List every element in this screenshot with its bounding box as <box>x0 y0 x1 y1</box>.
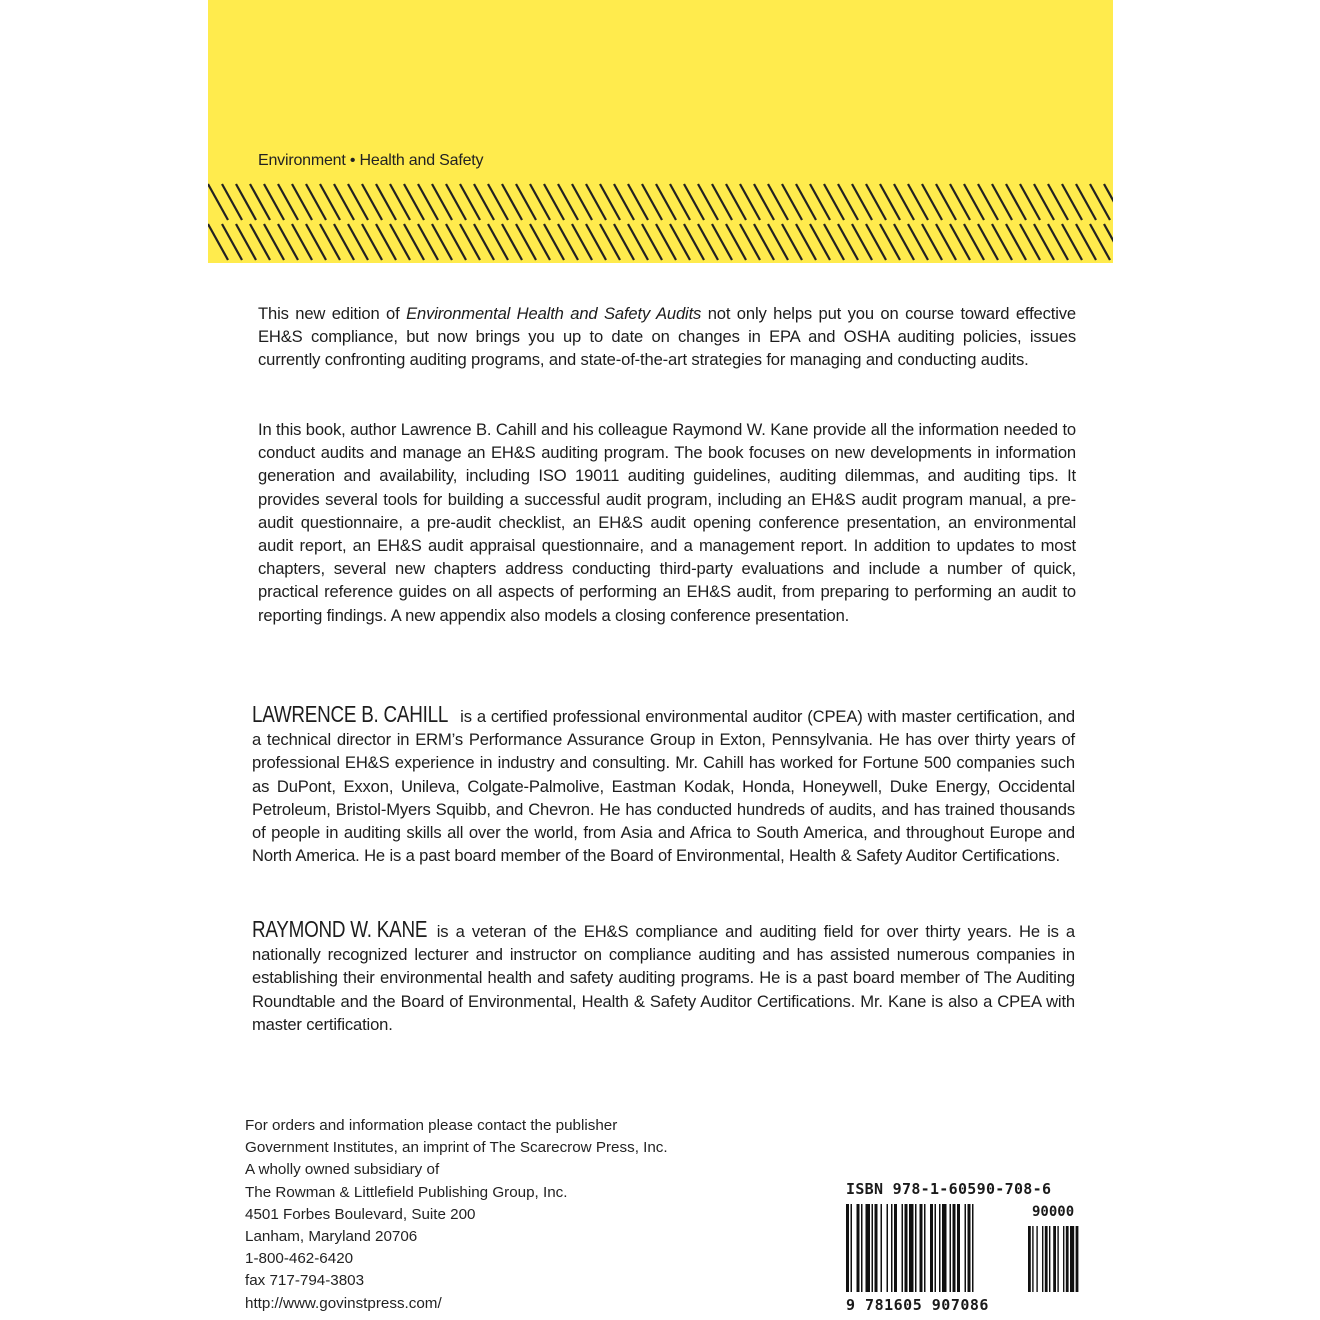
barcode-bar <box>909 1204 914 1292</box>
barcode-bar <box>915 1204 917 1292</box>
barcode-bar <box>861 1204 863 1292</box>
barcode-bar <box>924 1204 926 1292</box>
isbn-barcode <box>842 1180 1082 1318</box>
addon-barcode-bar <box>1076 1226 1079 1292</box>
publisher-fax: fax 717-794-3803 <box>245 1272 365 1290</box>
addon-barcode-bar <box>1036 1226 1037 1292</box>
barcode-bar <box>965 1204 967 1292</box>
addon-barcode-bar <box>1057 1226 1058 1292</box>
diagonal-hatch-decoration <box>208 178 1113 270</box>
barcode-bar <box>968 1204 971 1292</box>
barcode-bar <box>950 1204 952 1292</box>
barcode-bar <box>953 1204 956 1292</box>
publisher-line: Lanham, Maryland 20706 <box>245 1228 418 1246</box>
ean-digits: 9 781605 907086 <box>846 1296 989 1314</box>
addon-barcode-bar <box>1028 1226 1031 1292</box>
publisher-phone: 1-800-462-6420 <box>245 1250 354 1268</box>
publisher-line: The Rowman & Littlefield Publishing Group, Inc. <box>245 1183 568 1201</box>
addon-barcode-bar <box>1045 1226 1048 1292</box>
addon-barcode-bar <box>1070 1226 1074 1292</box>
addon-barcode-bar <box>1042 1226 1043 1292</box>
barcode-bar <box>942 1204 947 1292</box>
barcode-bar <box>851 1204 853 1292</box>
author-name-kane: RAYMOND W. KANE <box>252 916 428 942</box>
barcode-bar <box>957 1204 960 1292</box>
publisher-website: http://www.govinstpress.com/ <box>245 1294 442 1312</box>
barcode-bar <box>872 1204 874 1292</box>
addon-barcode-bar <box>1066 1226 1069 1292</box>
addon-barcode-bar <box>1063 1226 1064 1292</box>
book-title: Environmental Health and Safety Audits <box>406 304 702 323</box>
barcode-bar <box>905 1204 908 1292</box>
barcode-bar <box>887 1204 889 1292</box>
back-cover <box>208 0 1113 1320</box>
intro-paragraph-1: This new edition of Environmental Health and Safety Audits not only helps put you on course toward effective EH&S compliance, but now brings you up to date on changes in EPA and OSHA auditing policies, issues currently confronting auditing programs, and state-of-the-art strategies for managing and conducting audits. <box>258 304 1077 370</box>
barcode-bar <box>881 1204 883 1292</box>
author-name-cahill: LAWRENCE B. CAHILL <box>252 701 449 727</box>
barcode-bar <box>857 1204 860 1292</box>
barcode-bar <box>894 1204 897 1292</box>
publisher-line: Government Institutes, an imprint of The Scarecrow Press, Inc. <box>245 1139 668 1157</box>
barcode-bar <box>920 1204 923 1292</box>
addon-barcode-bar <box>1049 1226 1050 1292</box>
publisher-line: 4501 Forbes Boulevard, Suite 200 <box>245 1205 476 1223</box>
addon-barcode-bar <box>1032 1226 1033 1292</box>
barcode-bar <box>866 1204 871 1292</box>
publisher-contact <box>245 1115 668 1315</box>
hatch-stroke <box>1104 184 1113 220</box>
barcode-bar <box>902 1204 904 1292</box>
barcode-bar <box>846 1204 849 1292</box>
price-code: 90000 <box>1032 1204 1075 1220</box>
barcode-bar <box>935 1204 937 1292</box>
addon-barcode-bar <box>1053 1226 1056 1292</box>
barcode-bar <box>891 1204 893 1292</box>
category-line: Environment • Health and Safety <box>258 152 484 169</box>
barcode-bar <box>939 1204 941 1292</box>
publisher-line: A wholly owned subsidiary of <box>245 1161 440 1179</box>
barcode-bar <box>875 1204 878 1292</box>
author-bio-kane: RAYMOND W. KANE is a veteran of the EH&S compliance and auditing field for over thirty years. He is a nationally recognized lecturer and instructor on compliance auditing and has assisted numerous companies in establishing their environmental health and safety auditing programs. He is a past board member of The Auditing Roundtable and the Board of Environmental, Health & Safety Auditor Certifications. Mr. Kane is also a CPEA with master certification. <box>252 916 1075 1034</box>
barcode-bar <box>972 1204 974 1292</box>
author-bio-cahill: LAWRENCE B. CAHILL is a certified professional environmental auditor (CPEA) with master certification, and a technical director in ERM’s Performance Assurance Group in Exton, Pennsylvania. He has over thirty years of professional EH&S experience in industry and consulting. Mr. Cahill has worked for Fortune 500 companies such as DuPont, Exxon, Unileva, Colgate-Palmolive, Eastman Kodak, Honda, Honeywell, Duke Energy, Occidental Petroleum, Bristol-Myers Squibb, and Chevron. He has conducted hundreds of audits, and has trained thousands of people in auditing skills all over the world, from Asia and Africa to South America, and throughout Europe and North America. He is a past board member of the Board of Environmental, Health & Safety Auditor Certifications. <box>252 701 1075 866</box>
isbn-number: ISBN 978-1-60590-708-6 <box>846 1180 1052 1198</box>
publisher-line: For orders and information please contact the publisher <box>245 1117 618 1134</box>
intro-paragraph-2: In this book, author Lawrence B. Cahill and his colleague Raymond W. Kane provide all the information needed to conduct audits and manage an EH&S auditing program. The book focuses on new developments in information generation and availability, including ISO 19011 auditing guidelines, auditing dilemmas, and auditing tips. It provides several tools for building a successful audit program, including an EH&S audit program manual, a pre-audit questionnaire, a pre-audit checklist, an EH&S audit opening conference presentation, an environmental audit report, an EH&S audit appraisal questionnaire, and a management report. In addition to updates to most chapters, several new chapters address conducting third-party evaluations and include a number of quick, practical reference guides on all aspects of performing an EH&S audit, from preparing to performing an audit to reporting findings. A new appendix also models a closing conference presentation. <box>258 420 1076 625</box>
barcode-bar <box>930 1204 933 1292</box>
hatch-stroke <box>1104 224 1113 260</box>
